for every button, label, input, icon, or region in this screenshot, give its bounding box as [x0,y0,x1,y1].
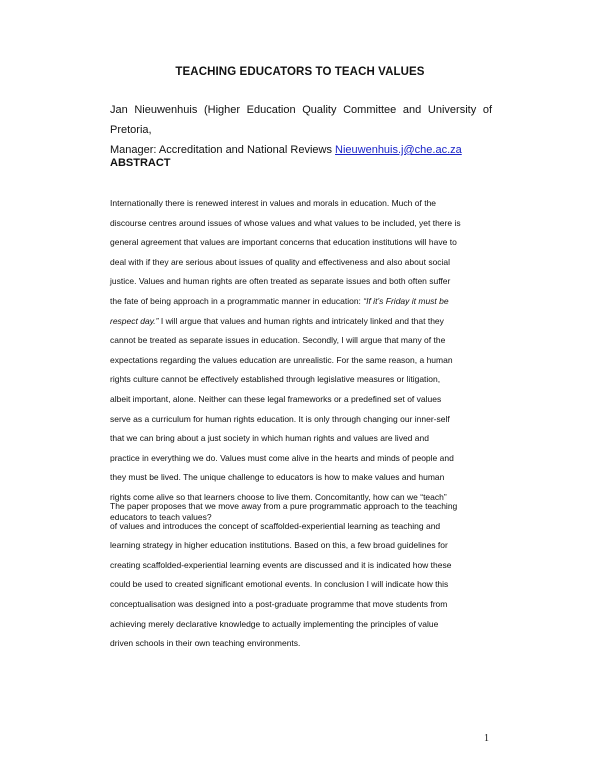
paragraph-line: achieving merely declarative knowledge to actually implementing the principles of value [110,618,439,629]
paragraph-line: serve as a curriculum for human rights education. It is only through changing our inner-self [110,413,450,424]
author-line-2: Manager: Accreditation and National Reviews [110,144,336,156]
italic-quote: respect day.” [110,315,159,326]
paragraph-line: practice in everything we do. Values must come alive in the hearts and minds of people and [110,452,454,463]
paragraph-line: discourse centres around issues of whose values and what values to be included, yet there is [110,217,461,228]
paragraph-line [110,312,496,332]
paragraph-line: driven schools in their own teaching environments. [110,638,301,649]
page-number: 1 [484,733,489,744]
paragraph-line: learning strategy in higher education institutions. Based on this, a few broad guidelines for [110,540,448,551]
paragraph-line: rights come alive so that learners choose to live them. Concomitantly, how can we “teach” [110,491,447,502]
italic-quote: “If it’s Friday it must be [363,295,449,306]
paragraph-line: that we can bring about a just society in which human rights and values are lived and [110,433,429,444]
abstract-paragraph-2 [110,497,496,654]
paragraph-text: I will argue that values and human rights and intricately linked and that they [158,315,444,326]
paragraph-line: conceptualisation was designed into a post-graduate programme that move students from [110,598,448,609]
paragraph-line: justice. Values and human rights are often treated as separate issues and both often suffer [110,276,451,287]
paragraph-line: The paper proposes that we move away from a pure programmatic approach to the teaching [110,501,458,511]
paragraph-line: they must be lived. The unique challenge to educators is how to make values and human [110,472,445,483]
abstract-heading: ABSTRACT [110,157,171,169]
paragraph-text: the fate of being approach in a programmatic manner in education: [110,295,364,306]
paragraph-line: rights culture cannot be effectively established through legislative measures or litigation, [110,374,441,385]
author-affiliation [110,100,492,160]
paragraph-line: general agreement that values are important concerns that education institutions will have to [110,237,457,248]
paper-title: TEACHING EDUCATORS TO TEACH VALUES [175,66,425,78]
paragraph-line [110,292,496,312]
paragraph-line: of values and introduces the concept of scaffolded-experiential learning as teaching and [110,520,441,531]
paragraph-line: educators to teach values? [110,511,212,522]
paragraph-line: Internationally there is renewed interest in values and morals in education. Much of the [110,198,437,208]
paragraph-line: expectations regarding the values education are unrealistic. For the same reason, a human [110,354,453,365]
abstract-paragraph-1 [110,194,496,527]
author-email-link[interactable]: Nieuwenhuis.j@che.ac.za [335,144,462,156]
paragraph-line: albeit important, alone. Neither can these legal frameworks or a predefined set of values [110,393,442,404]
paragraph-line: cannot be treated as separate issues in education. Secondly, I will argue that many of the [110,335,446,346]
author-line-1: Jan Nieuwenhuis (Higher Education Quality Committee and University of Pretoria, [110,104,492,136]
paragraph-line: could be used to created significant emotional events. In conclusion I will indicate how this [110,579,449,590]
paragraph-line: deal with if they are serious about issues of quality and effectiveness and also about social [110,256,451,267]
paragraph-line: creating scaffolded-experiential learning events are discussed and it is indicated how these [110,559,452,570]
